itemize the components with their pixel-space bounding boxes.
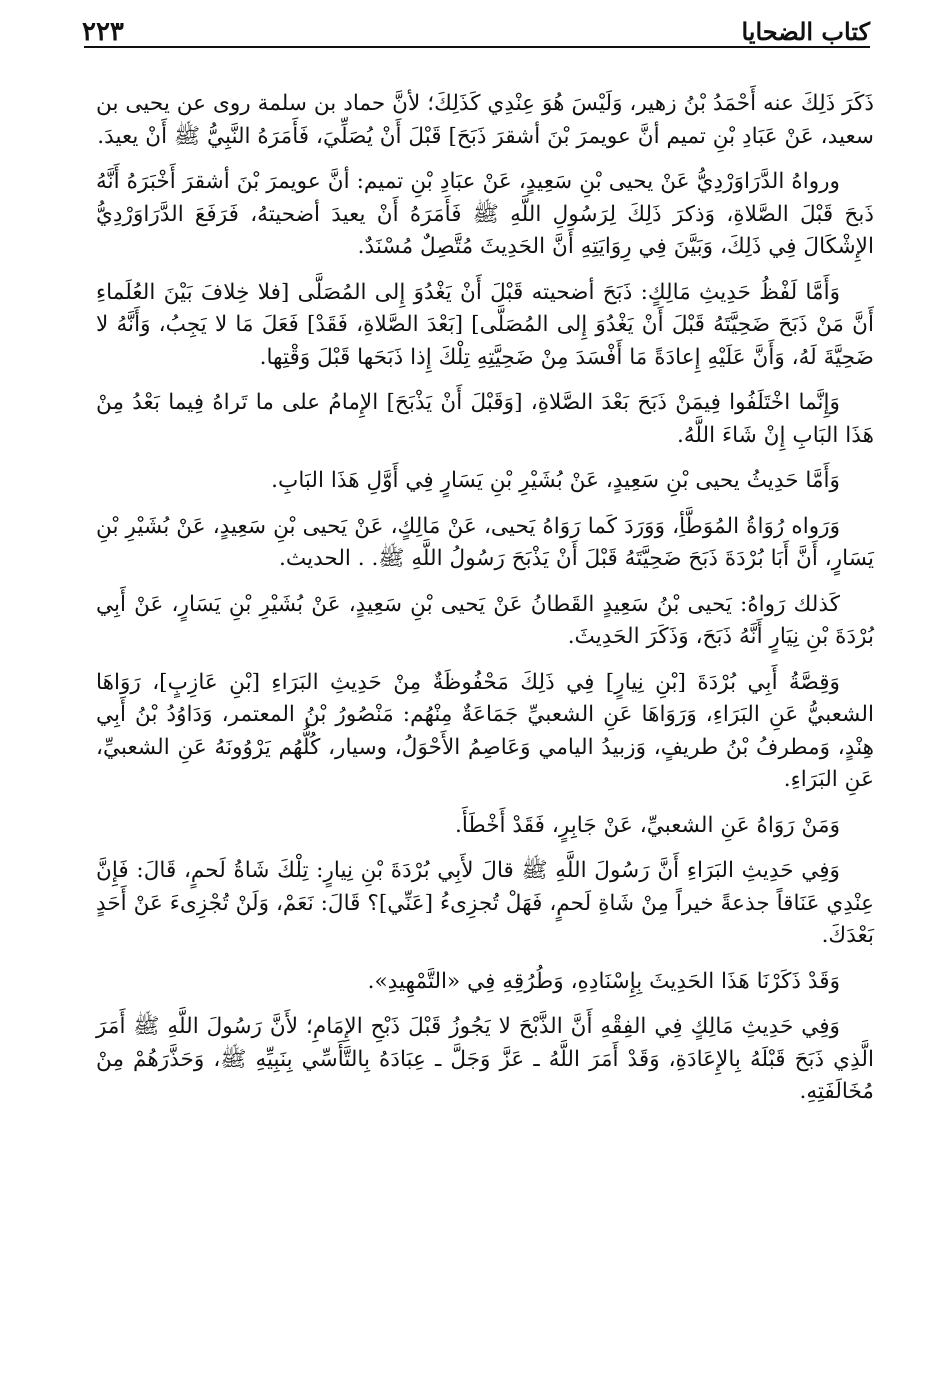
paragraph: ورواهُ الدَّرَاوَرْدِيُّ عَنْ يحيى بْنِ سَعِيدٍ، عَنْ عبَادِ بْنِ تميم: أنَّ عويمرَ بْنَ أشقرَ أَخْبَرَهُ أَنَّهُ ذَبحَ قَبْلَ الصَّلاةِ، وَذكرَ ذَلِكَ لِرَسُولِ اللَّهِ ﷺ فَأَمَرَهُ أَنْ يعيدَ أضحيتهُ، فَرَفَعَ الدَّرَاوَرْدِيُّ الإِشْكَالَ فِي ذَلِكَ، وَبَيَّنَ فِي رِوَايَتِهِ أَنَّ الحَدِيثَ مُتَّصِلٌ مُسْنَدٌ. xyxy=(96,169,874,259)
book-title: كتاب الضحايا xyxy=(741,17,870,46)
paragraph: وَإِنَّما اخْتَلَفُوا فِيمَنْ ذَبَحَ بَعْدَ الصَّلاةِ، [وَقَبْلَ أَنْ يَذْبَحَ] الإِمامُ على ما تَراهُ فِيما بَعْدُ مِنْ هَذَا البَابِ إِنْ شَاءَ اللَّهُ. xyxy=(96,390,874,448)
paragraph: وَرَواه رُوَاةُ المُوَطَّأِ، وَوَرَدَ كَما رَوَاهُ يَحيى، عَنْ مَالِكٍ، عَنْ يَحيى بْنِ سَعِيدٍ، عَنْ بُشَيْرِ بْنِ يَسَارٍ، أَنَّ أَبَا بُرْدَةَ ذَبَحَ ضَحِيَّتَهُ قَبْلَ أَنْ يَذْبَحَ رَسُولُ اللَّهِ ﷺ. . الحديث. xyxy=(96,513,874,571)
paragraph: وَقَدْ ذَكَرْنَا هَذَا الحَدِيثَ بِإِسْنَادِهِ، وَطُرُقِهِ فِي «التَّمْهِيدِ». xyxy=(367,968,840,994)
running-header xyxy=(82,14,870,54)
main-text xyxy=(96,88,874,1122)
paragraph: كَذلك رَواهُ: يَحيى بْنُ سَعِيدٍ القَطانُ عَنْ يَحيى بْنِ سَعِيدٍ، عَنْ بُشَيْرِ بْنِ يَسَارٍ، عَنْ أَبِي بُرْدَةَ بْنِ نِيَارٍ أَنَّهُ ذَبَحَ، وَذَكَرَ الحَدِيثَ. xyxy=(96,591,874,649)
paragraph: وَأَمَّا لَفْظُ حَدِيثِ مَالِكٍ: ذَبَحَ أضحيته قَبْلَ أَنْ يَغْدُوَ إِلى المُصَلَّى [فلا خِلافَ بَيْنَ العُلَماءِ أَنَّ مَنْ ذَبَحَ ضَحِيَّتَهُ قَبْلَ أَنْ يَغْدُوَ إِلى المُصَلَّى] [بَعْدَ الصَّلاةِ، فَقَدْ] فَعَلَ مَا لا يَجِبُ، وَأَنَّهُ لا ضَحِيَّةَ لَهُ، وَأَنَّ عَلَيْهِ إِعادَةً مَا أَفْسَدَ مِنْ ضَحِيَّتِهِ تِلْكَ إِذا ذَبَحَها قَبْلَ وَقْتِها. xyxy=(96,279,874,370)
header-divider xyxy=(84,46,870,48)
paragraph: ذَكَرَ ذَلِكَ عنه أَحْمَدُ بْنُ زهير، وَلَيْسَ هُوَ عِنْدِي كَذَلِكَ؛ لأنَّ حماد بن سلمة روى عن يحيى بن سعيد، عَنْ عَبَادِ بْنِ تميم أنَّ عويمرَ بْنَ أشقرَ ذَبَحَ] قَبْلَ أَنْ يُصَلِّيَ، فَأَمَرَهُ النَّبِيُّ ﷺ أَنْ يعيدَ. xyxy=(96,91,874,149)
paragraph: وَفِي حَدِيثِ مَالِكٍ فِي الفِقْهِ أَنَّ الذَّبْحَ لا يَجُوزُ قَبْلَ ذَبْحِ الإِمَامِ؛ لأَنَّ رَسُولَ اللَّهِ ﷺ أَمَرَ الَّذِي ذَبَحَ قَبْلَهُ بِالإِعَادَةِ، وَقَدْ أَمَرَ اللَّهُ ـ عَزَّ وَجَلَّ ـ عِبَادَهُ بِالتَّأَسِّي بِنَبِيِّهِ ﷺ، وَحَذَّرَهُمْ مِنْ مُخَالَفَتِهِ. xyxy=(96,1014,874,1104)
paragraph: وَقِصَّةُ أَبِي بُرْدَةَ [بْنِ نِيارٍ] فِي ذَلِكَ مَحْفُوظَةٌ مِنْ حَدِيثِ البَرَاءِ [بْنِ عَازِبٍ]، رَوَاهَا الشعبيُّ عَنِ البَرَاءِ، وَرَوَاهَا عَنِ الشعبيِّ جَمَاعَةٌ مِنْهُم: مَنْصُورُ بْنُ المعتمر، وَدَاوُدُ بْنُ أَبِي هِنْدٍ، وَمطرفُ بْنُ طريفٍ، وَزبيدُ اليامي وَعَاصِمُ الأَحْوَلُ، وسيار، كُلُّهُم يَرْوُونَهُ عَنِ الشعبيِّ، عَنِ البَرَاءِ. xyxy=(96,669,874,792)
paragraph: وَأَمَّا حَدِيثُ يحيى بْنِ سَعِيدٍ، عَنْ بُشَيْرِ بْنِ يَسَارٍ فِي أَوَّلِ هَذَا البَابِ. xyxy=(271,468,840,493)
paragraph: وَفِي حَدِيثِ البَرَاءِ أَنَّ رَسُولَ اللَّهِ ﷺ قالَ لأَبِي بُرْدَةَ بْنِ نِيارٍ: تِلْكَ شَاةُ لَحمٍ، قَالَ: فَإِنَّ عِنْدِي عَنَاقاً جذعةً خيراً مِنْ شَاةِ لَحمٍ، فَهَلْ تُجزِىءُ [عَنِّي]؟ قَالَ: نَعَمْ، وَلَنْ تُجْزِىءَ عَنْ أَحَدٍ بَعْدَكَ. xyxy=(96,858,874,948)
paragraph: وَمَنْ رَوَاهُ عَنِ الشعبيِّ، عَنْ جَابِرٍ، فَقَدْ أَخْطَأَ. xyxy=(455,812,840,838)
page-number: ٢٢٣ xyxy=(82,17,124,47)
